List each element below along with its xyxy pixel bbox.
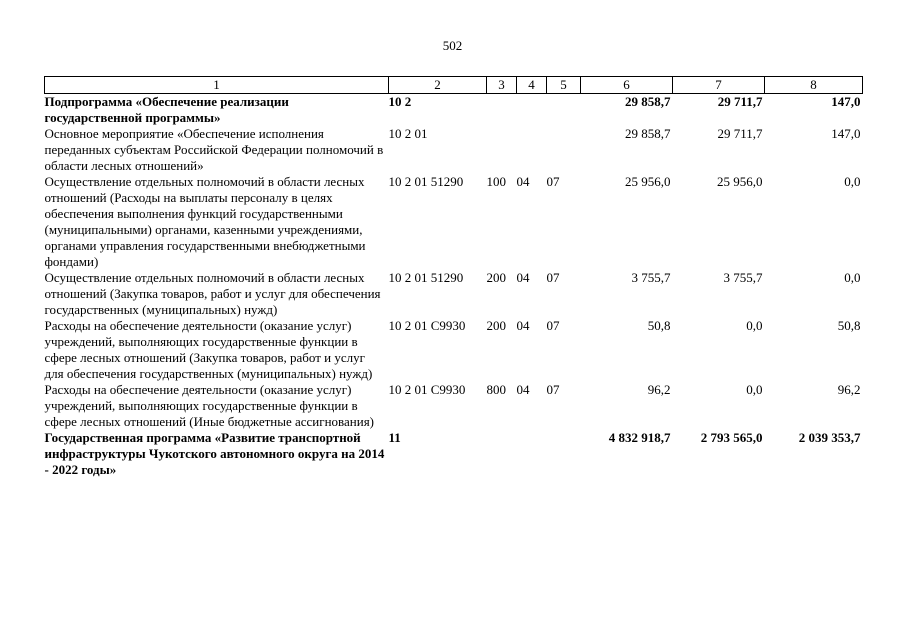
row-col-3: [487, 94, 517, 127]
row-col-5: 07: [546, 318, 560, 333]
row-col-7: 29 711,7: [717, 94, 763, 109]
row-col-7: 0,0: [746, 318, 763, 333]
row-name: Расходы на обеспечение деятельности (оказание услуг) учреждений, выполняющих государственные функции в сфере лесных отношений (Закупка товаров, работ и услуг для обеспечения государственных (муниципальных) нужд): [44, 318, 373, 381]
row-name: Основное мероприятие «Обеспечение исполнения переданных субъектам Российской Федерации полномочий в области лесных отношений»: [44, 126, 384, 173]
row-name: Подпрограмма «Обеспечение реализации государственной программы»: [44, 94, 289, 125]
row-col-8: 96,2: [837, 382, 861, 397]
row-col-7: 25 956,0: [717, 174, 763, 189]
table-row: [45, 318, 863, 382]
row-name: Осуществление отдельных полномочий в области лесных отношений (Закупка товаров, работ и услуг для обеспечения государственных (муниципальных) нужд): [44, 270, 381, 317]
row-col-6: 29 858,7: [625, 126, 671, 141]
row-col-6: 50,8: [647, 318, 671, 333]
row-col-4: 04: [516, 318, 530, 333]
table-row: [45, 174, 863, 270]
row-col-8: 147,0: [831, 126, 861, 141]
row-col-7: 2 793 565,0: [700, 430, 763, 445]
page-number: 502: [442, 38, 463, 53]
column-header-1: 1: [45, 77, 389, 94]
row-code: 10 2 01 С9930: [388, 318, 466, 333]
row-col-3: 200: [486, 318, 506, 333]
row-name: Государственная программа «Развитие транспортной инфраструктуры Чукотского автономного округа на 2014 - 2022 годы»: [44, 430, 385, 477]
table-row: [45, 382, 863, 430]
row-col-3: [487, 430, 517, 478]
row-col-3: 200: [486, 270, 506, 285]
header-row: [45, 77, 863, 94]
column-header-5: 5: [547, 77, 581, 94]
row-code: 10 2: [388, 94, 412, 109]
row-col-6: 25 956,0: [625, 174, 671, 189]
row-col-7: 0,0: [746, 382, 763, 397]
row-code: 10 2 01 51290: [388, 174, 464, 189]
row-col-8: 0,0: [844, 270, 861, 285]
row-col-5: [547, 430, 581, 478]
row-code: 10 2 01 С9930: [388, 382, 466, 397]
row-col-5: [547, 126, 581, 174]
row-col-3: 800: [486, 382, 506, 397]
row-name: Расходы на обеспечение деятельности (оказание услуг) учреждений, выполняющих государственные функции в сфере лесных отношений (Иные бюджетные ассигнования): [44, 382, 375, 429]
row-code: 10 2 01: [388, 126, 428, 141]
row-col-8: 0,0: [844, 174, 861, 189]
row-col-5: [547, 94, 581, 127]
row-col-4: [517, 94, 547, 127]
column-header-3: 3: [487, 77, 517, 94]
budget-table: [44, 76, 863, 478]
row-code: 11: [388, 430, 401, 445]
column-header-6: 6: [581, 77, 673, 94]
table-row: [45, 430, 863, 478]
table-body: [45, 94, 863, 479]
table-row: [45, 94, 863, 127]
column-header-2: 2: [389, 77, 487, 94]
table-row: [45, 270, 863, 318]
row-col-4: [517, 126, 547, 174]
row-col-6: 4 832 918,7: [608, 430, 671, 445]
row-col-6: 29 858,7: [625, 94, 671, 109]
row-col-4: 04: [516, 270, 530, 285]
row-col-3: 100: [486, 174, 506, 189]
row-col-5: 07: [546, 174, 560, 189]
row-col-5: 07: [546, 382, 560, 397]
row-col-3: [487, 126, 517, 174]
row-col-7: 29 711,7: [717, 126, 763, 141]
row-col-5: 07: [546, 270, 560, 285]
row-col-4: 04: [516, 174, 530, 189]
column-header-7: 7: [673, 77, 765, 94]
row-col-4: 04: [516, 382, 530, 397]
row-code: 10 2 01 51290: [388, 270, 464, 285]
table-row: [45, 126, 863, 174]
row-col-8: 2 039 353,7: [798, 430, 861, 445]
row-col-8: 50,8: [837, 318, 861, 333]
row-col-6: 3 755,7: [631, 270, 671, 285]
row-col-7: 3 755,7: [723, 270, 763, 285]
row-col-6: 96,2: [647, 382, 671, 397]
row-col-8: 147,0: [831, 94, 861, 109]
row-col-4: [517, 430, 547, 478]
column-header-8: 8: [765, 77, 863, 94]
column-header-4: 4: [517, 77, 547, 94]
row-name: Осуществление отдельных полномочий в области лесных отношений (Расходы на выплаты персоналу в целях обеспечения выполнения функций государственными (муниципальными) органами, казенными учреждениями, органами управления государственными внебюджетными фондами): [44, 174, 366, 269]
